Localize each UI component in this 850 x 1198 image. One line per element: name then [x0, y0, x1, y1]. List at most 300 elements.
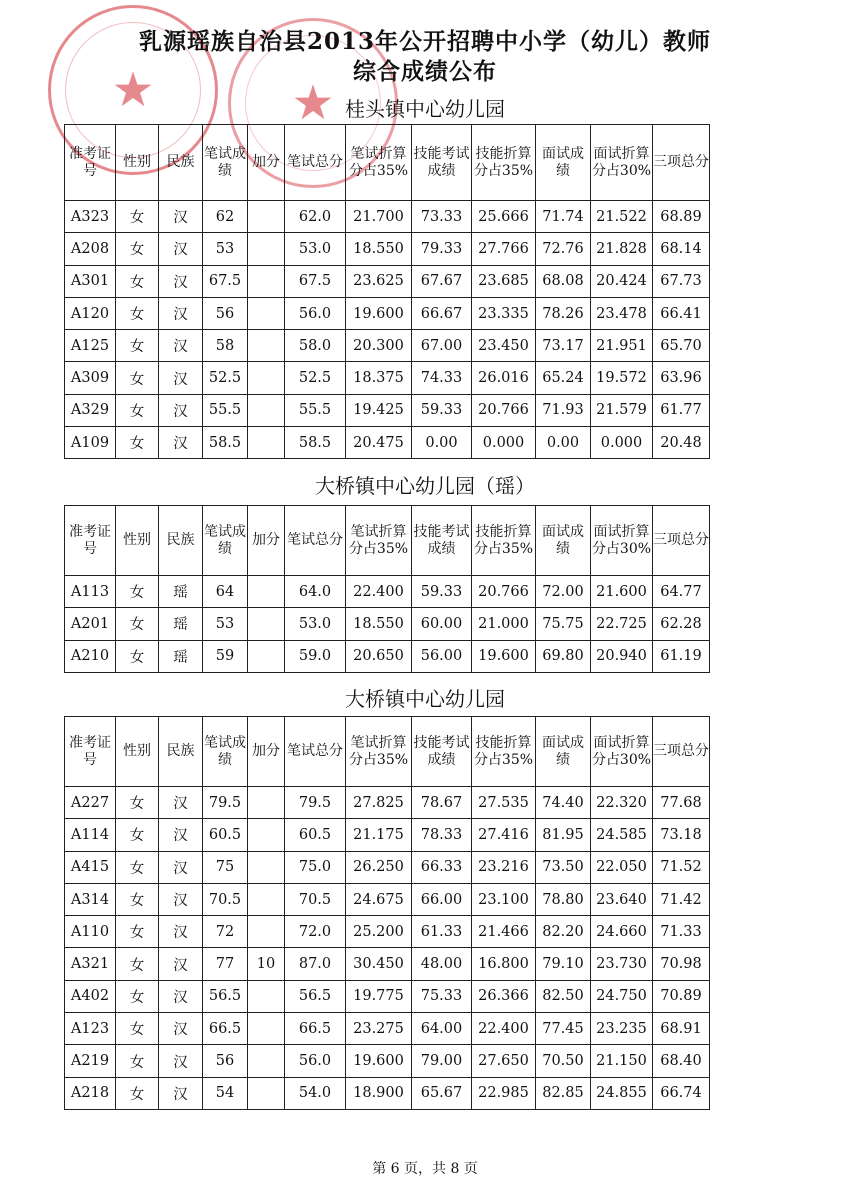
table-row [65, 1013, 710, 1045]
table-cell: 21.951 [591, 330, 653, 362]
table-cell: 53 [203, 233, 248, 265]
table-cell: 56.00 [412, 640, 472, 672]
table-cell: 女 [116, 787, 159, 819]
table-cell: 75.75 [536, 608, 591, 640]
table-cell: 75.33 [412, 980, 472, 1012]
table-cell: 56.0 [285, 1045, 346, 1077]
table-cell: 19.600 [346, 1045, 412, 1077]
table-cell: 汉 [159, 233, 203, 265]
table-cell: 60.00 [412, 608, 472, 640]
table-cell [248, 427, 285, 459]
table-row [65, 1045, 710, 1077]
table-cell: 53.0 [285, 233, 346, 265]
table-cell: 22.400 [472, 1013, 536, 1045]
table-cell: 女 [116, 1077, 159, 1109]
table-cell: 23.640 [591, 883, 653, 915]
table-cell: 71.74 [536, 201, 591, 233]
table-cell: 20.940 [591, 640, 653, 672]
document-title: 乳源瑶族自治县2013年公开招聘中小学（幼儿）教师 [138, 28, 711, 55]
table-cell: 73.50 [536, 851, 591, 883]
table-cell: 22.400 [346, 576, 412, 608]
table-cell: 汉 [159, 916, 203, 948]
table-cell: 61.77 [653, 394, 710, 426]
table-cell: 77 [203, 948, 248, 980]
table-cell: A218 [65, 1077, 116, 1109]
table-cell: 65.67 [412, 1077, 472, 1109]
header-total-score: 三项总分 [653, 125, 710, 201]
table-cell: 23.478 [591, 297, 653, 329]
table-cell: 女 [116, 640, 159, 672]
table-cell: 27.650 [472, 1045, 536, 1077]
header-written-score: 笔试成绩 [203, 717, 248, 787]
table-cell: 19.600 [346, 297, 412, 329]
table-cell: 19.600 [472, 640, 536, 672]
table-cell: 65.70 [653, 330, 710, 362]
table-cell: 54 [203, 1077, 248, 1109]
table-cell: 72.00 [536, 576, 591, 608]
table-cell: 25.200 [346, 916, 412, 948]
table-cell: 汉 [159, 819, 203, 851]
table-cell: 59.33 [412, 394, 472, 426]
table-cell: 22.725 [591, 608, 653, 640]
table-cell: 23.235 [591, 1013, 653, 1045]
table-cell: 24.675 [346, 883, 412, 915]
table-cell: 64 [203, 576, 248, 608]
header-total-score: 三项总分 [653, 506, 710, 576]
table-cell: 64.0 [285, 576, 346, 608]
header-total-score: 三项总分 [653, 717, 710, 787]
table-cell: 78.33 [412, 819, 472, 851]
table-cell: 66.67 [412, 297, 472, 329]
header-written-weighted: 笔试折算分占35% [346, 717, 412, 787]
score-table [64, 124, 710, 459]
section-title: 桂头镇中心幼儿园 [345, 97, 505, 121]
score-table [64, 716, 710, 1110]
table-cell: 女 [116, 265, 159, 297]
table-row [65, 394, 710, 426]
table-cell: 59.33 [412, 576, 472, 608]
table-cell: 66.00 [412, 883, 472, 915]
table-cell: 19.425 [346, 394, 412, 426]
table-cell: 26.016 [472, 362, 536, 394]
table-cell: A110 [65, 916, 116, 948]
table-cell: 23.100 [472, 883, 536, 915]
table-cell: 68.40 [653, 1045, 710, 1077]
table-cell: 女 [116, 948, 159, 980]
header-written-total: 笔试总分 [285, 506, 346, 576]
table-cell [248, 201, 285, 233]
table-cell: 79.5 [285, 787, 346, 819]
table-cell: 24.585 [591, 819, 653, 851]
table-cell: 23.275 [346, 1013, 412, 1045]
header-interview-weighted: 面试折算分占30% [591, 506, 653, 576]
table-cell: 21.522 [591, 201, 653, 233]
table-cell: 78.67 [412, 787, 472, 819]
table-cell: 23.450 [472, 330, 536, 362]
table-cell: 79.5 [203, 787, 248, 819]
table-cell: 20.48 [653, 427, 710, 459]
table-cell [248, 1045, 285, 1077]
table-cell: 62 [203, 201, 248, 233]
table-cell: A120 [65, 297, 116, 329]
header-written-score: 笔试成绩 [203, 506, 248, 576]
table-cell: 64.00 [412, 1013, 472, 1045]
table-cell: 56 [203, 1045, 248, 1077]
table-header-row [65, 717, 710, 787]
table-cell: 汉 [159, 787, 203, 819]
table-cell: 0.000 [472, 427, 536, 459]
table-cell [248, 1077, 285, 1109]
table-cell: 汉 [159, 427, 203, 459]
table-cell: A314 [65, 883, 116, 915]
table-cell: 21.000 [472, 608, 536, 640]
table-cell: A208 [65, 233, 116, 265]
header-ethnicity: 民族 [159, 506, 203, 576]
table-cell: 汉 [159, 1013, 203, 1045]
table-row [65, 1077, 710, 1109]
table-cell: A114 [65, 819, 116, 851]
table-cell: 52.5 [285, 362, 346, 394]
header-bonus: 加分 [248, 125, 285, 201]
table-cell: 55.5 [285, 394, 346, 426]
table-cell: 68.08 [536, 265, 591, 297]
table-cell: 56.0 [285, 297, 346, 329]
table-cell: 69.80 [536, 640, 591, 672]
table-cell: 10 [248, 948, 285, 980]
header-gender: 性别 [116, 506, 159, 576]
table-cell: A210 [65, 640, 116, 672]
table-cell: 瑶 [159, 640, 203, 672]
table-row [65, 787, 710, 819]
table-cell: 66.41 [653, 297, 710, 329]
table-cell: 61.19 [653, 640, 710, 672]
table-cell: 汉 [159, 980, 203, 1012]
table-cell: 68.91 [653, 1013, 710, 1045]
table-cell: 67.5 [203, 265, 248, 297]
table-cell: 汉 [159, 201, 203, 233]
table-cell: 18.550 [346, 608, 412, 640]
table-cell: 63.96 [653, 362, 710, 394]
table-cell: 58.5 [203, 427, 248, 459]
table-cell: 18.900 [346, 1077, 412, 1109]
section-title: 大桥镇中心幼儿园（瑶） [315, 474, 535, 498]
table-cell: 23.685 [472, 265, 536, 297]
table-cell: 77.68 [653, 787, 710, 819]
table-cell: 60.5 [203, 819, 248, 851]
header-skill-score: 技能考试成绩 [412, 506, 472, 576]
table-cell: 女 [116, 427, 159, 459]
table-cell: 59.0 [285, 640, 346, 672]
table-cell: 21.828 [591, 233, 653, 265]
table-cell [248, 265, 285, 297]
table-cell: 70.5 [203, 883, 248, 915]
document-subtitle: 综合成绩公布 [353, 58, 497, 85]
table-cell: 18.550 [346, 233, 412, 265]
table-cell: 68.89 [653, 201, 710, 233]
table-cell: 70.5 [285, 883, 346, 915]
table-cell: 27.766 [472, 233, 536, 265]
table-cell: 77.45 [536, 1013, 591, 1045]
table-cell [248, 851, 285, 883]
header-written-score: 笔试成绩 [203, 125, 248, 201]
section-title: 大桥镇中心幼儿园 [345, 687, 505, 711]
table-cell: 55.5 [203, 394, 248, 426]
table-cell: 72.76 [536, 233, 591, 265]
table-cell: 26.250 [346, 851, 412, 883]
table-cell: A123 [65, 1013, 116, 1045]
table-cell: 0.00 [412, 427, 472, 459]
table-cell: 72.0 [285, 916, 346, 948]
table-cell: 21.466 [472, 916, 536, 948]
star-icon: ★ [111, 62, 155, 118]
table-row [65, 608, 710, 640]
table-cell: A227 [65, 787, 116, 819]
table-cell: 72 [203, 916, 248, 948]
table-cell: 0.00 [536, 427, 591, 459]
table-cell: 71.93 [536, 394, 591, 426]
table-cell: 75 [203, 851, 248, 883]
table-cell: A309 [65, 362, 116, 394]
header-exam-id: 准考证号 [65, 717, 116, 787]
table-cell: 58.5 [285, 427, 346, 459]
table-cell: 女 [116, 233, 159, 265]
header-written-weighted: 笔试折算分占35% [346, 125, 412, 201]
header-interview-score: 面试成绩 [536, 125, 591, 201]
table-cell: 21.175 [346, 819, 412, 851]
table-cell: 70.50 [536, 1045, 591, 1077]
table-cell: 瑶 [159, 576, 203, 608]
table-cell: 女 [116, 576, 159, 608]
header-bonus: 加分 [248, 506, 285, 576]
table-cell: 汉 [159, 948, 203, 980]
table-cell: 81.95 [536, 819, 591, 851]
table-cell: 58.0 [285, 330, 346, 362]
table-cell: 27.416 [472, 819, 536, 851]
table-cell: 26.366 [472, 980, 536, 1012]
table-cell: 61.33 [412, 916, 472, 948]
table-row [65, 201, 710, 233]
page-footer: 第 6 页，共 8 页 [372, 1161, 478, 1177]
table-cell: A125 [65, 330, 116, 362]
table-cell: 汉 [159, 851, 203, 883]
table-cell [248, 916, 285, 948]
table-cell: 87.0 [285, 948, 346, 980]
table-row [65, 233, 710, 265]
table-cell: 56.5 [203, 980, 248, 1012]
table-cell: 59 [203, 640, 248, 672]
table-cell: 女 [116, 1045, 159, 1077]
table-cell: 27.535 [472, 787, 536, 819]
table-cell [248, 980, 285, 1012]
table-cell: 71.33 [653, 916, 710, 948]
table-row [65, 948, 710, 980]
table-cell: 53 [203, 608, 248, 640]
table-cell: 73.18 [653, 819, 710, 851]
table-cell: 58 [203, 330, 248, 362]
table-cell [248, 883, 285, 915]
table-row [65, 851, 710, 883]
table-header-row [65, 125, 710, 201]
table-cell: 67.5 [285, 265, 346, 297]
table-cell: 67.00 [412, 330, 472, 362]
header-exam-id: 准考证号 [65, 506, 116, 576]
table-cell [248, 394, 285, 426]
table-cell: 78.26 [536, 297, 591, 329]
table-cell [248, 1013, 285, 1045]
table-cell: 66.5 [203, 1013, 248, 1045]
table-header-row [65, 506, 710, 576]
table-cell: 汉 [159, 883, 203, 915]
table-cell: 23.216 [472, 851, 536, 883]
table-cell: 16.800 [472, 948, 536, 980]
table-cell: 汉 [159, 297, 203, 329]
table-cell: 79.10 [536, 948, 591, 980]
header-skill-weighted: 技能折算分占35% [472, 125, 536, 201]
table-cell: 75.0 [285, 851, 346, 883]
table-cell: 19.775 [346, 980, 412, 1012]
table-cell: 67.73 [653, 265, 710, 297]
table-row [65, 916, 710, 948]
table-cell: 62.28 [653, 608, 710, 640]
table-cell: 79.33 [412, 233, 472, 265]
table-row [65, 427, 710, 459]
table-cell: 22.050 [591, 851, 653, 883]
table-cell: 53.0 [285, 608, 346, 640]
table-cell: 27.825 [346, 787, 412, 819]
table-cell: 71.42 [653, 883, 710, 915]
table-cell: 52.5 [203, 362, 248, 394]
table-cell: 24.855 [591, 1077, 653, 1109]
table-row [65, 297, 710, 329]
table-cell: 女 [116, 916, 159, 948]
table-cell [248, 640, 285, 672]
table-cell: 21.700 [346, 201, 412, 233]
table-cell: 66.33 [412, 851, 472, 883]
table-cell: 女 [116, 201, 159, 233]
star-icon: ★ [291, 75, 335, 131]
header-skill-weighted: 技能折算分占35% [472, 506, 536, 576]
table-cell: 48.00 [412, 948, 472, 980]
table-cell: 女 [116, 330, 159, 362]
table-cell [248, 608, 285, 640]
table-cell: 60.5 [285, 819, 346, 851]
table-cell [248, 787, 285, 819]
header-gender: 性别 [116, 125, 159, 201]
header-skill-score: 技能考试成绩 [412, 717, 472, 787]
table-cell: 女 [116, 883, 159, 915]
table-cell: 女 [116, 851, 159, 883]
header-ethnicity: 民族 [159, 717, 203, 787]
table-cell: 30.450 [346, 948, 412, 980]
table-row [65, 362, 710, 394]
score-table [64, 505, 710, 673]
table-cell: A321 [65, 948, 116, 980]
table-cell: 女 [116, 362, 159, 394]
table-cell: 74.40 [536, 787, 591, 819]
table-cell: 68.14 [653, 233, 710, 265]
table-cell: 21.150 [591, 1045, 653, 1077]
table-cell: A329 [65, 394, 116, 426]
header-written-total: 笔试总分 [285, 125, 346, 201]
table-cell: 瑶 [159, 608, 203, 640]
table-cell [248, 362, 285, 394]
header-ethnicity: 民族 [159, 125, 203, 201]
table-cell: 女 [116, 608, 159, 640]
table-cell: 21.600 [591, 576, 653, 608]
table-cell [248, 233, 285, 265]
table-cell: 23.730 [591, 948, 653, 980]
table-cell: 19.572 [591, 362, 653, 394]
table-cell: 25.666 [472, 201, 536, 233]
table-cell: 82.85 [536, 1077, 591, 1109]
table-cell: 汉 [159, 1045, 203, 1077]
table-cell: 0.000 [591, 427, 653, 459]
table-cell: 73.33 [412, 201, 472, 233]
table-cell: 女 [116, 297, 159, 329]
table-cell: 20.424 [591, 265, 653, 297]
table-cell: 56.5 [285, 980, 346, 1012]
table-cell: 20.300 [346, 330, 412, 362]
table-cell: 女 [116, 819, 159, 851]
table-row [65, 576, 710, 608]
table-cell: 71.52 [653, 851, 710, 883]
header-interview-score: 面试成绩 [536, 717, 591, 787]
table-cell: 女 [116, 980, 159, 1012]
header-skill-score: 技能考试成绩 [412, 125, 472, 201]
table-cell: 汉 [159, 362, 203, 394]
table-cell: 73.17 [536, 330, 591, 362]
table-cell: A301 [65, 265, 116, 297]
header-written-weighted: 笔试折算分占35% [346, 506, 412, 576]
table-cell: 21.579 [591, 394, 653, 426]
table-cell: 18.375 [346, 362, 412, 394]
table-cell: 64.77 [653, 576, 710, 608]
table-row [65, 330, 710, 362]
table-cell: 62.0 [285, 201, 346, 233]
table-cell: A201 [65, 608, 116, 640]
table-cell [248, 576, 285, 608]
table-cell: 65.24 [536, 362, 591, 394]
table-cell: 22.320 [591, 787, 653, 819]
table-cell: 54.0 [285, 1077, 346, 1109]
header-written-total: 笔试总分 [285, 717, 346, 787]
table-row [65, 883, 710, 915]
table-cell: 24.660 [591, 916, 653, 948]
table-cell: A109 [65, 427, 116, 459]
table-cell: 汉 [159, 330, 203, 362]
table-cell: 70.98 [653, 948, 710, 980]
table-cell: 66.74 [653, 1077, 710, 1109]
table-row [65, 265, 710, 297]
table-cell: 汉 [159, 1077, 203, 1109]
table-cell: 20.650 [346, 640, 412, 672]
header-interview-weighted: 面试折算分占30% [591, 717, 653, 787]
table-row [65, 980, 710, 1012]
table-cell: 74.33 [412, 362, 472, 394]
table-cell: 24.750 [591, 980, 653, 1012]
table-row [65, 819, 710, 851]
table-cell: 女 [116, 394, 159, 426]
header-skill-weighted: 技能折算分占35% [472, 717, 536, 787]
table-cell: 82.50 [536, 980, 591, 1012]
table-cell: A323 [65, 201, 116, 233]
table-cell: 20.766 [472, 394, 536, 426]
table-cell: A219 [65, 1045, 116, 1077]
table-cell: 78.80 [536, 883, 591, 915]
table-cell: A402 [65, 980, 116, 1012]
header-interview-weighted: 面试折算分占30% [591, 125, 653, 201]
table-cell: 79.00 [412, 1045, 472, 1077]
